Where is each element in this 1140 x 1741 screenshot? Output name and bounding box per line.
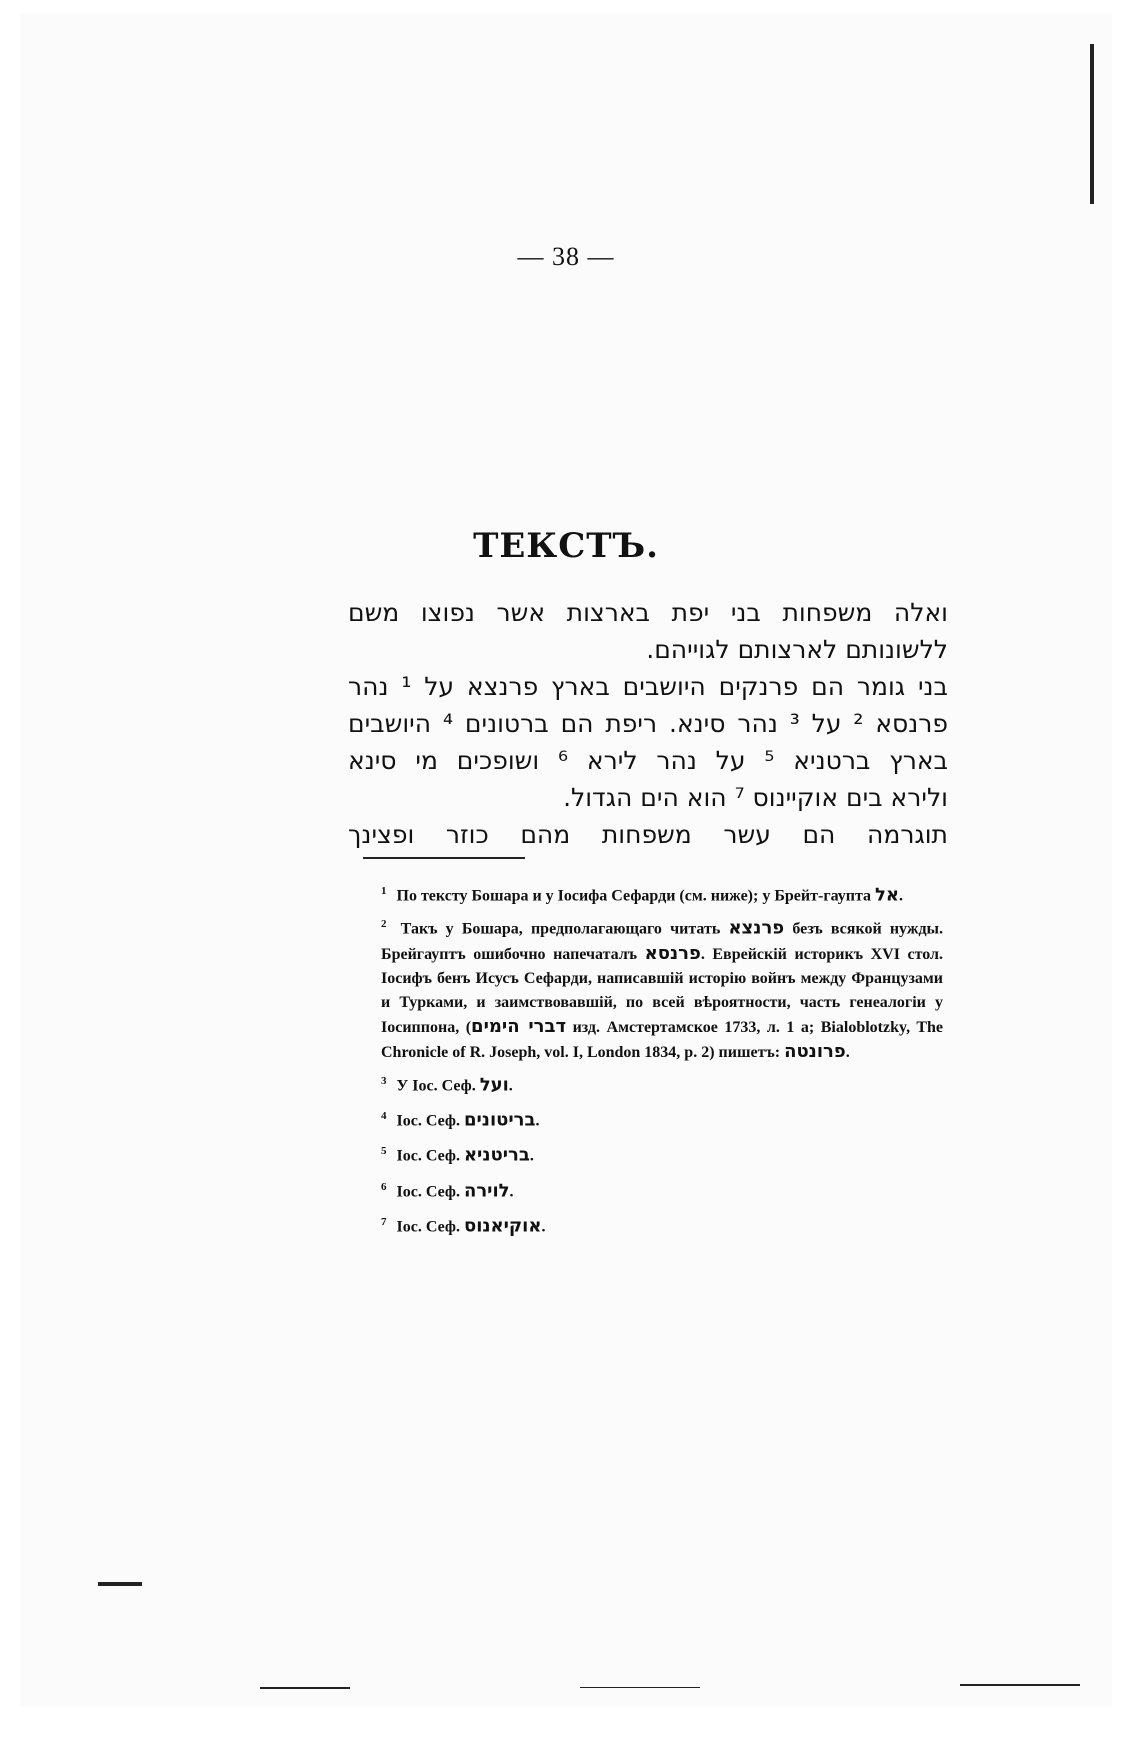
footnote-tail: .	[899, 887, 904, 905]
footnote-divider	[363, 857, 525, 859]
hebrew-line: פרנסא ² על ³ נהר סינא. ריפת הם ברטונים ⁴ היושבים	[348, 709, 948, 738]
footnote-tail: .	[509, 1182, 514, 1200]
scan-mark	[580, 1687, 700, 1688]
footnote	[363, 879, 943, 908]
footnote-hebrew: ועל	[479, 1073, 509, 1095]
scan-mark	[960, 1684, 1080, 1686]
footnote-hebrew: אל	[875, 884, 900, 906]
footnote-text: Іос. Сеф.	[396, 1112, 460, 1130]
page-number: — 38 —	[517, 242, 615, 271]
footnote-text: Іос. Сеф.	[396, 1147, 460, 1165]
footnote-tail: .	[529, 1147, 534, 1165]
footnote-tail: безъ всякой нужды. Брейгауптъ ошибочно напечаталъ	[381, 920, 944, 963]
footnote-marker: 4	[381, 1109, 387, 1122]
footnote-tail: .	[541, 1218, 546, 1236]
footnote	[363, 1069, 943, 1098]
footnote-marker: 2	[381, 918, 387, 931]
footnote-hebrew: פרנסא	[644, 942, 701, 964]
footnotes	[363, 879, 943, 1239]
footnote-text: Такъ у Бошара, предполагающаго читать	[400, 920, 721, 938]
footnote	[363, 912, 943, 1064]
footnote-hebrew: פרנצא	[728, 917, 785, 939]
footnote-marker: 3	[381, 1074, 387, 1087]
footnote	[363, 1104, 943, 1133]
footnote-marker: 6	[381, 1180, 387, 1193]
footnote-hebrew: בריטניא	[463, 1144, 530, 1166]
footnote-tail: .	[508, 1076, 513, 1094]
scan-mark	[98, 1582, 142, 1586]
footnote-text: По тексту Бошара и у Іосифа Сефарди (см. ниже); у Брейт-гаупта	[396, 887, 872, 905]
footnote-tail: изд. Амстертамское 1733, л. 1 a; Bialoblotzky, The Chronicle of R. Joseph, vol. I, London 1834, p. 2) пишетъ:	[381, 1018, 943, 1061]
footnote-hebrew: אוקיאנוס	[463, 1215, 542, 1237]
section-heading: ТЕКСТЪ.	[473, 526, 659, 566]
footnote-tail: .	[845, 1043, 850, 1061]
footnote-tail: . Еврейскій историкъ XVI стол. Іосифъ бенъ Исусъ Сефарди, написавшій исторію войнъ между Французами и Турками, и заимствовавшій, по всей вѣроятности, часть генеалогіи у Іосиппона, (	[381, 945, 944, 1036]
footnote-marker: 5	[381, 1145, 387, 1158]
footnote-marker: 7	[381, 1215, 387, 1228]
hebrew-line: בני גומר הם פרנקים היושבים בארץ פרנצא על ¹ נהר	[348, 672, 948, 701]
footnote-text: Іос. Сеф.	[396, 1182, 460, 1200]
hebrew-text-block	[348, 594, 948, 853]
footnote-hebrew: דברי הימים	[471, 1015, 567, 1037]
footnote-marker: 1	[381, 885, 387, 897]
hebrew-line: ולירא בים אוקיינוס ⁷ הוא הים הגדול.	[563, 783, 948, 812]
hebrew-line: ללשונותם לארצותם לגוייהם.	[646, 635, 948, 664]
footnote	[363, 1210, 943, 1239]
scan-mark	[260, 1687, 350, 1689]
hebrew-line: תוגרמה הם עשר משפחות מהם כוזר ופצינך	[348, 820, 948, 849]
hebrew-line: ואלה משפחות בני יפת בארצות אשר נפוצו משם	[348, 598, 948, 627]
page-scan	[20, 14, 1112, 1706]
hebrew-line: בארץ ברטניא ⁵ על נהר לירא ⁶ ושופכים מי סינא	[348, 746, 948, 775]
scan-mark	[1090, 44, 1094, 204]
footnote-hebrew: בריטונים	[463, 1109, 536, 1131]
footnote-hebrew: לוירה	[463, 1179, 510, 1201]
footnote-text: У Іос. Сеф.	[396, 1076, 476, 1094]
footnote	[363, 1139, 943, 1168]
footnote-text: Іос. Сеф.	[396, 1218, 460, 1236]
footnote	[363, 1175, 943, 1204]
footnote-tail: .	[535, 1112, 540, 1130]
footnote-hebrew: פרונטה	[784, 1040, 846, 1062]
